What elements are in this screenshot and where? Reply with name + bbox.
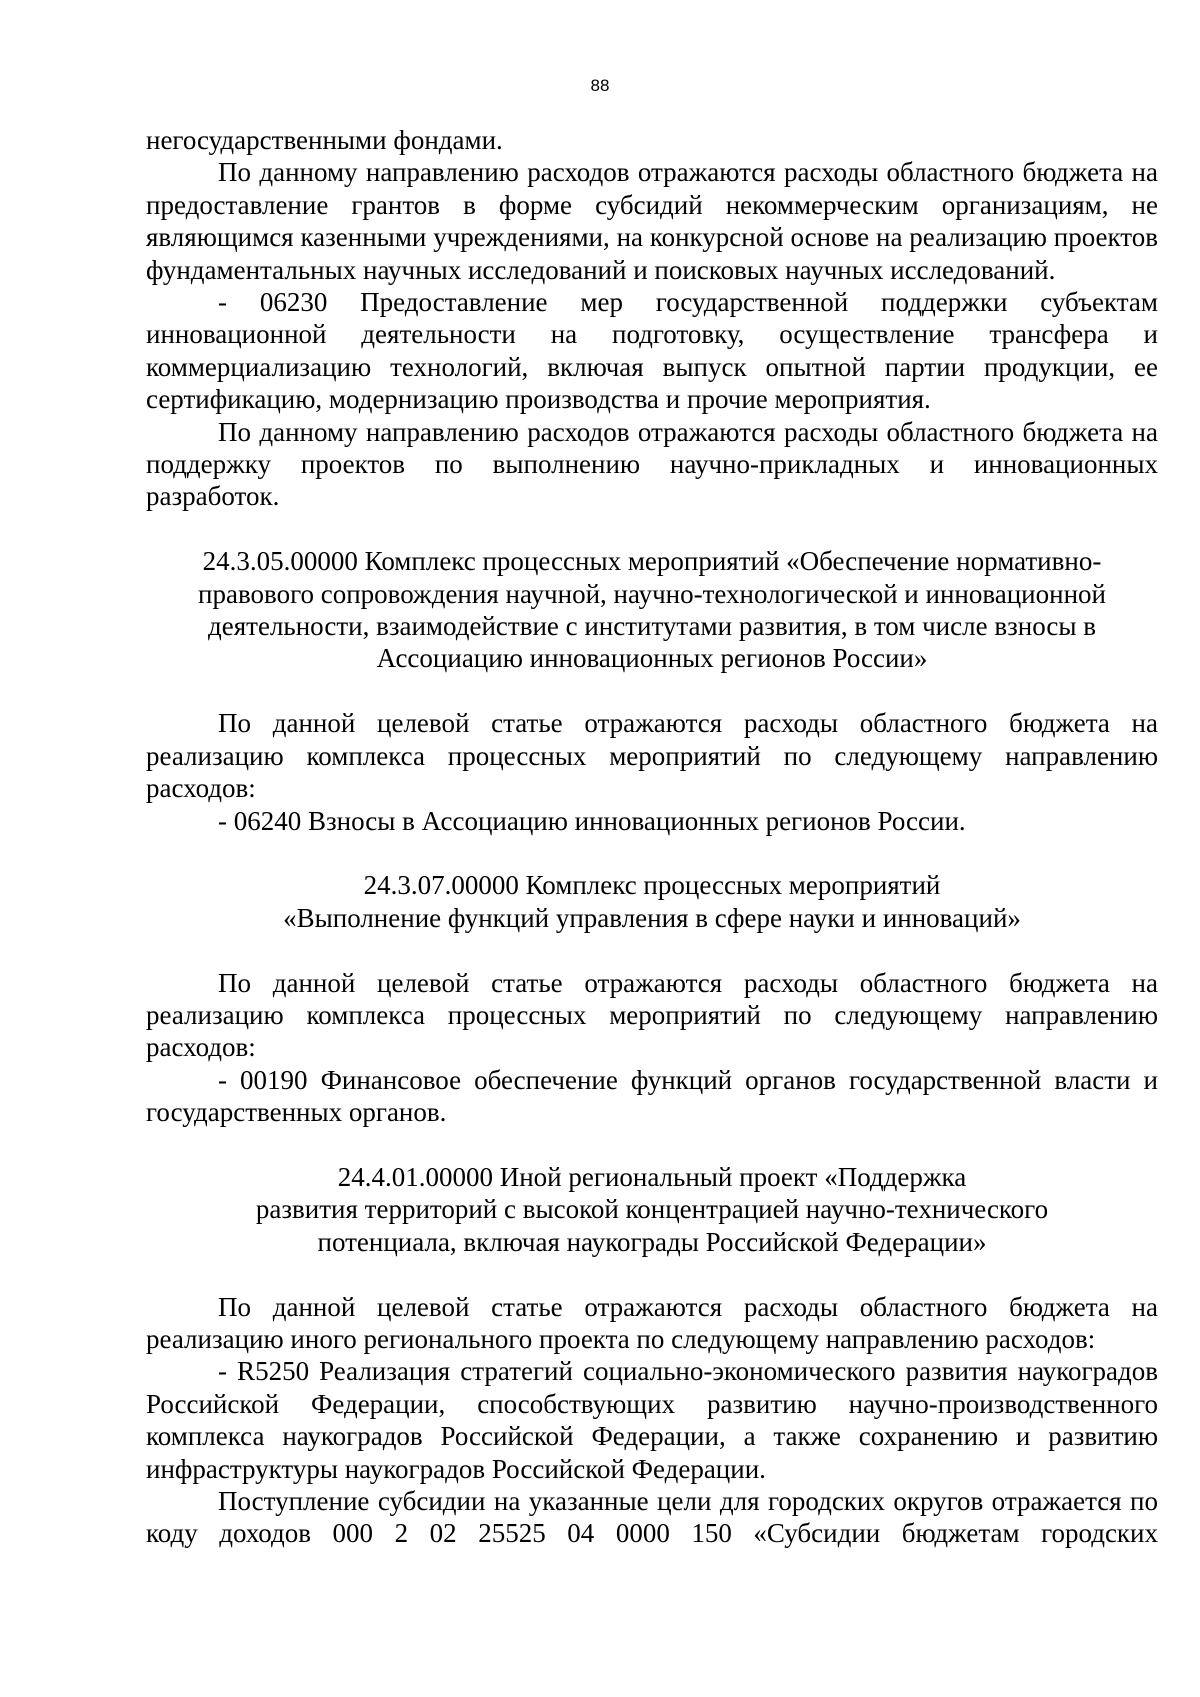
paragraph-income-code: Поступление субсидии на указанные цели для городских округов отражается по коду доходов 000 2 02 25525 04 0000 150 «Субсидии бюджетам городских — [146, 1485, 1158, 1549]
paragraph-direction-r5250: - R5250 Реализация стратегий социально-экономического развития наукоградов Российской Федерации, способствующих развитию научно-производственного комплекса наукоградов Российской Федерации, а также сохранению и развитию инфраструктуры наукоградов Российской Федерации. — [146, 1356, 1158, 1484]
heading-line: 24.3.05.00000 Комплекс процессных мероприятий «Обеспечение нормативно- — [202, 546, 1102, 577]
spacer — [146, 1258, 1158, 1290]
page-number: 88 — [590, 76, 610, 95]
paragraph-direction-00190: - 00190 Финансовое обеспечение функций органов государственной власти и государственных органов. — [146, 1064, 1158, 1128]
heading-line: развития территорий с высокой концентрацией научно-технического — [255, 1194, 1049, 1225]
heading-line: деятельности, взаимодействие с институтами развития, в том числе взносы в — [208, 611, 1096, 642]
heading-line: «Выполнение функций управления в сфере науки и инноваций» — [283, 902, 1021, 933]
spacer — [146, 1129, 1158, 1161]
section-heading-24-3-05 — [146, 545, 1158, 675]
spacer — [146, 837, 1158, 869]
paragraph-direction-06240: - 06240 Взносы в Ассоциацию инновационных регионов России. — [218, 805, 966, 836]
paragraph: По данной целевой статье отражаются расходы областного бюджета на реализацию комплекса процессных мероприятий по следующему направлению расходов: — [146, 967, 1158, 1063]
heading-line: 24.4.01.00000 Иной региональный проект «Поддержка — [337, 1161, 967, 1192]
heading-line: Ассоциацию инновационных регионов России» — [376, 643, 928, 674]
paragraph-direction-06230: - 06230 Предоставление мер государственной поддержки субъектам инновационной деятельности на подготовку, осуществление трансфера и коммерциализацию технологий, включая выпуск опытной партии продукции, ее сертификацию, модернизацию производства и прочие мероприятия. — [146, 287, 1158, 415]
heading-line: потенциала, включая наукограды Российской Федерации» — [317, 1226, 987, 1257]
paragraph: По данному направлению расходов отражаются расходы областного бюджета на предоставление грантов в форме субсидий некоммерческим организациям, не являющимся казенными учреждениями, на конкурсной основе на реализацию проектов фундаментальных научных исследований и поисковых научных исследований. — [146, 157, 1158, 285]
heading-line: 24.3.07.00000 Комплекс процессных мероприятий — [363, 870, 941, 901]
heading-line: правового сопровождения научной, научно-технологической и инновационной — [198, 578, 1106, 609]
paragraph: По данной целевой статье отражаются расходы областного бюджета на реализацию комплекса процессных мероприятий по следующему направлению расходов: — [146, 708, 1158, 804]
section-heading-24-3-07 — [146, 869, 1158, 934]
spacer — [146, 675, 1158, 707]
section-heading-24-4-01 — [146, 1161, 1158, 1258]
document-body — [146, 124, 1158, 1550]
paragraph: негосударственными фондами. — [146, 125, 503, 155]
spacer — [146, 934, 1158, 966]
spacer — [146, 513, 1158, 545]
paragraph: По данной целевой статье отражаются расходы областного бюджета на реализацию иного регионального проекта по следующему направлению расходов: — [146, 1291, 1158, 1354]
paragraph: По данному направлению расходов отражаются расходы областного бюджета на поддержку проектов по выполнению научно-прикладных и инновационных разработок. — [146, 416, 1158, 512]
